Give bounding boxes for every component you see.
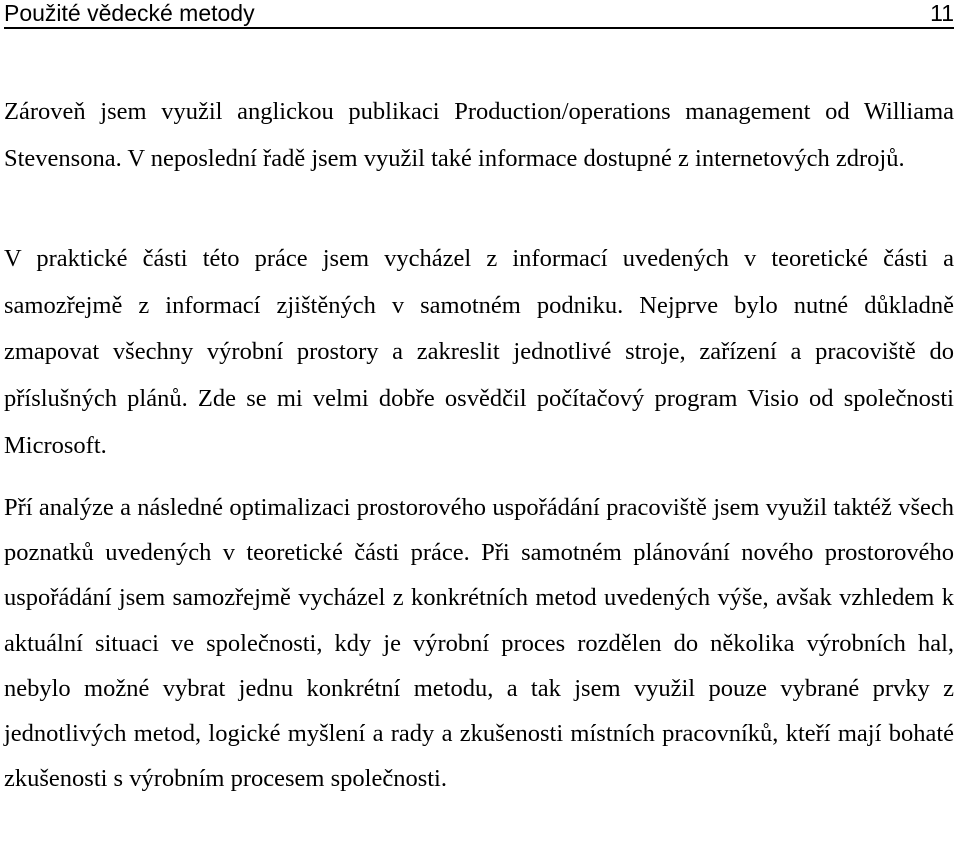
- page-header: [4, 0, 954, 29]
- paragraph-practical-part: V praktické části této práce jsem vycházel z informací uvedených v teoretické části a samozřejmě z informací zjištěných v samotném podniku. Nejprve bylo nutné důkladně zmapovat všechny výrobní prostory a zakreslit jednotlivé stroje, zařízení a pracoviště do příslušných plánů. Zde se mi velmi dobře osvědčil počítačový program Visio od společnosti Microsoft.: [4, 245, 954, 459]
- paragraph-analysis: Pří analýze a následné optimalizaci prostorového uspořádání pracoviště jsem využil taktéž všech poznatků uvedených v teoretické části práce. Při samotném plánování nového prostorového uspořádání jsem samozřejmě vycházel z konkrétních metod uvedených výše, avšak vzhledem k aktuální situaci ve společnosti, kdy je výrobní proces rozdělen do několika výrobních hal, nebylo možné vybrat jednu konkrétní metodu, a tak jsem využil pouze vybrané prvky z jednotlivých metod, logické myšlení a rady a zkušenosti místních pracovníků, kteří mají bohaté zkušenosti s výrobním procesem společnosti.: [4, 494, 954, 793]
- chapter-title: Použité vědecké metody: [4, 0, 255, 26]
- paragraph-sources: Zároveň jsem využil anglickou publikaci Production/operations management od Williama Stevensona. V neposlední řadě jsem využil také informace dostupné z internetových zdrojů.: [4, 98, 954, 172]
- page-number: 11: [930, 0, 954, 26]
